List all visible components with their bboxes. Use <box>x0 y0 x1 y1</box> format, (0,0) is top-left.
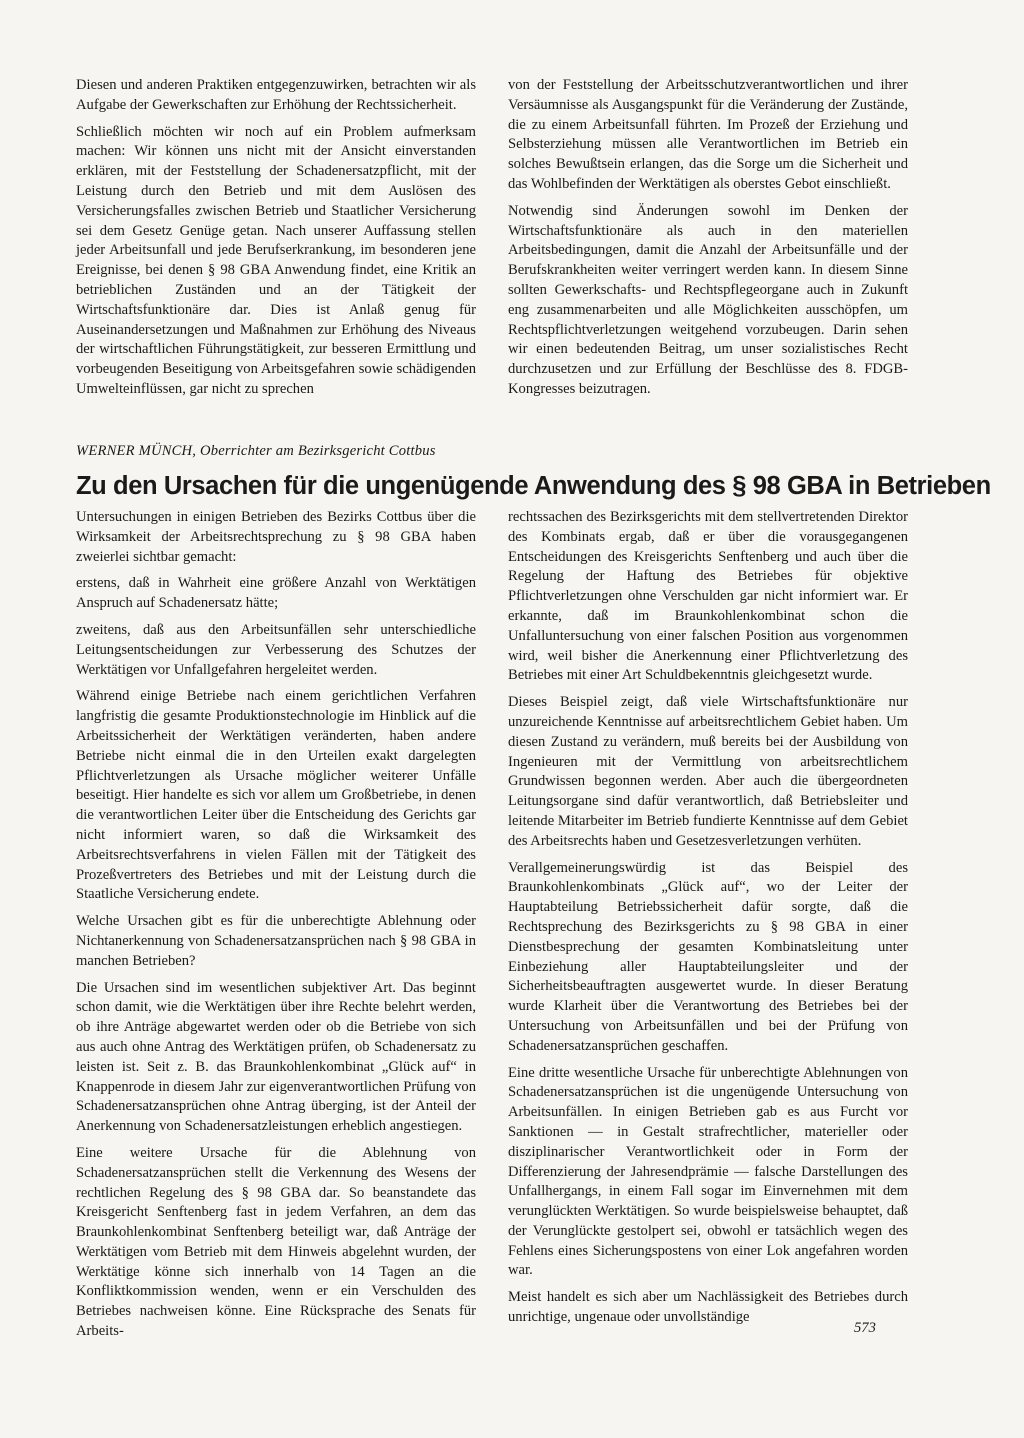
paragraph: Eine dritte wesentliche Ursache für unberechtigte Ablehnungen von Schadenersatzansprüchen ist die ungenügende Untersuchung von Arbeitsunfällen. In einigen Betrieben gab es aus Furcht vor Sanktionen — in Gestalt strafrechtlicher, materieller oder disziplinarischer Verantwortlichkeit oder in Form der Differenzierung der Jahresendprämie — falsche Darstellungen des Unfallhergangs, in einem Fall sogar im Einvernehmen mit dem verunglückten Werktätigen. So wurde beispielsweise behauptet, daß der Verunglückte gestolpert sei, obwohl er tatsächlich wegen des Fehlens eines Sicherungspostens von einer Lok angefahren worden war. <box>508 1064 908 1279</box>
paragraph: Die Ursachen sind im wesentlichen subjektiver Art. Das beginnt schon damit, wie die Werktätigen über ihre Rechte belehrt werden, ob ihre Anträge abgewartet werden oder ob die Betriebe von sich aus auch ohne Antrag des Werktätigen prüfen, ob Schadenersatz zu leisten ist. Seit z. B. das Braunkohlenkombinat „Glück auf“ in Knappenrode in diesem Jahr zur eigenverantwortlichen Prüfung von Schadenersatzansprüchen ohne Antrag überging, ist der Anteil der Anerkennung von Schadenersatzleistungen erheblich angestiegen. <box>76 979 476 1135</box>
article-left-column <box>76 508 476 1349</box>
article-author: WERNER MÜNCH, Oberrichter am Bezirksgericht Cottbus <box>76 443 436 459</box>
paragraph: Dieses Beispiel zeigt, daß viele Wirtschaftsfunktionäre nur unzureichende Kenntnisse auf arbeitsrechtlichem Gebiet haben. Um diesen Zustand zu verändern, muß bereits bei der Ausbildung von Ingenieuren mit der Vermittlung von arbeitsrechtlichem Grundwissen begonnen werden. Aber auch die übergeordneten Leitungsorgane sind dafür verantwortlich, daß Betriebsleiter und leitende Mitarbeiter im Betrieb fundierte Kenntnisse auf dem Gebiet des Arbeitsrechts haben und Gesetzesverletzungen verhüten. <box>508 694 908 849</box>
paragraph: zweitens, daß aus den Arbeitsunfällen sehr unterschiedliche Leitungsentscheidungen zur Verbesserung des Schutzes der Werktätigen vor Unfallgefahren hergeleitet werden. <box>76 621 476 678</box>
paragraph: Schließlich möchten wir noch auf ein Problem aufmerksam machen: Wir können uns nicht mit der Ansicht einverstanden erklären, mit der Feststellung der Schadenersatzpflicht, mit der Leistung durch den Betrieb und mit dem Auslösen des Versicherungsfalles zwischen Betrieb und Staatlicher Versicherung sei dem Gesetz Genüge getan. Nach unserer Auffassung stellen jeder Arbeitsunfall und jede Berufserkrankung, im besonderen jene Ereignisse, bei denen § 98 GBA Anwendung findet, eine Kritik an betrieblichen Zuständen und an der Tätigkeit der Wirtschaftsfunktionäre dar. Dies ist Anlaß genug für Auseinandersetzungen und Maßnahmen zur Erhöhung des Niveaus der wirtschaftlichen Führungstätigkeit, zur besseren Ermittlung und vorbeugenden Beseitigung von Arbeitsgefahren sowie schädigenden Umwelteinflüssen, gar nicht zu sprechen <box>76 123 476 397</box>
article-title: Zu den Ursachen für die ungenügende Anwendung des § 98 GBA in Betrieben <box>76 472 991 500</box>
paragraph: Notwendig sind Änderungen sowohl im Denken der Wirtschaftsfunktionäre als auch in den materiellen Arbeitsbedingungen, damit die Anzahl der Arbeitsunfälle und der Berufskrankheiten weiter verringert werden kann. In diesem Sinne sollten Gewerkschafts- und Rechtspflegeorgane auch in Zukunft eng zusammenarbeiten und alle Möglichkeiten ausschöpfen, um Rechtspflichtverletzungen weitgehend vorzubeugen. Darin sehen wir einen bedeutenden Beitrag, um unser sozialistisches Recht durchzusetzen und zur Erfüllung der Beschlüsse des 8. FDGB-Kongresses beizutragen. <box>508 202 908 397</box>
page-number: 573 <box>854 1320 876 1336</box>
previous-article-left-column <box>76 76 476 407</box>
paragraph: Welche Ursachen gibt es für die unberechtigte Ablehnung oder Nichtanerkennung von Schadenersatzansprüchen nach § 98 GBA in manchen Betrieben? <box>76 913 476 969</box>
paragraph: Eine weitere Ursache für die Ablehnung von Schadenersatzansprüchen stellt die Verkennung des Wesens der rechtlichen Regelung des § 98 GBA dar. So beanstandete das Kreisgericht Senftenberg fast in jedem Verfahren, an dem das Braunkohlenkombinat Senftenberg beteiligt war, daß Anträge der Werktätigen vom Betrieb mit dem Hinweis abgelehnt wurden, der Werktätige könne sich innerhalb von 14 Tagen an die Konfliktkommission wenden, wenn er ein Verschulden des Betriebes nachweisen könne. Eine Rücksprache des Senats für Arbeits- <box>76 1144 476 1340</box>
paragraph: rechtssachen des Bezirksgerichts mit dem stellvertretenden Direktor des Kombinats ergab, daß er über die vorausgegangenen Entscheidungen des Kreisgerichts Senftenberg und auch über die Regelung der Haftung des Betriebes für objektive Pflichtverletzungen ohne Verschulden gar nicht informiert war. Er erkannte, daß im Braunkohlenkombinat schon die Unfalluntersuchung von einer falschen Position aus vorgenommen wird, weil bisher die Anerkennung einer Pflichtverletzung des Betriebes mit einer Art Schuldbekenntnis gleichgesetzt wurde. <box>508 509 908 684</box>
article-right-column <box>508 508 908 1335</box>
paragraph: von der Feststellung der Arbeitsschutzverantwortlichen und ihrer Versäumnisse als Ausgangspunkt für die Veränderung der Zustände, die zu einem Arbeitsunfall führten. Im Prozeß der Erziehung und Selbsterziehung müssen alle Verantwortlichen im Betrieb ein solches Bewußtsein erlangen, das die Sorge um die Sicherheit und das Wohlbefinden der Werktätigen als oberstes Gebot einschließt. <box>508 77 908 192</box>
paragraph: Verallgemeinerungswürdig ist das Beispiel des Braunkohlenkombinats „Glück auf“, wo der Leiter der Hauptabteilung Betriebssicherheit dafür sorgte, daß die Rechtsprechung des Bezirksgerichts zu § 98 GBA in einer Dienstbesprechung der gesamten Kombinatsleitung unter Einbeziehung aller Hauptabteilungsleiter und der Sicherheitsbeauftragten ausgewertet wurde. In dieser Beratung wurde Klarheit über die Verantwortung des Betriebes bei der Untersuchung von Arbeitsunfällen und bei der Prüfung von Schadenersatzansprüchen geschaffen. <box>508 859 908 1054</box>
paragraph: Untersuchungen in einigen Betrieben des Bezirks Cottbus über die Wirksamkeit der Arbeitsrechtsprechung zu § 98 GBA haben zweierlei sichtbar gemacht: <box>76 509 476 565</box>
paragraph: Diesen und anderen Praktiken entgegenzuwirken, betrachten wir als Aufgabe der Gewerkschaften zur Erhöhung der Rechtssicherheit. <box>76 77 476 113</box>
previous-article-right-column <box>508 76 908 407</box>
paragraph: Meist handelt es sich aber um Nachlässigkeit des Betriebes durch unrichtige, ungenaue oder unvollständige <box>508 1289 908 1326</box>
paragraph: erstens, daß in Wahrheit eine größere Anzahl von Werktätigen Anspruch auf Schadenersatz hätte; <box>76 575 476 612</box>
paragraph: Während einige Betriebe nach einem gerichtlichen Verfahren langfristig die gesamte Produktionstechnologie im Hinblick auf die Arbeitssicherheit der Werktätigen veränderten, haben andere Betriebe nicht einmal die in den Urteilen exakt dargelegten Pflichtverletzungen als Ursache möglicher weiterer Unfälle beseitigt. Hier handelte es sich vor allem um Großbetriebe, in denen die verantwortlichen Leiter über die Entscheidung des Gerichts gar nicht informiert waren, so daß die Wirksamkeit des Arbeitsrechtsverfahrens in vielen Fällen mit der Tätigkeit des Prozeßvertreters des Betriebes und mit der Leistung durch die Staatliche Versicherung endete. <box>76 688 476 903</box>
